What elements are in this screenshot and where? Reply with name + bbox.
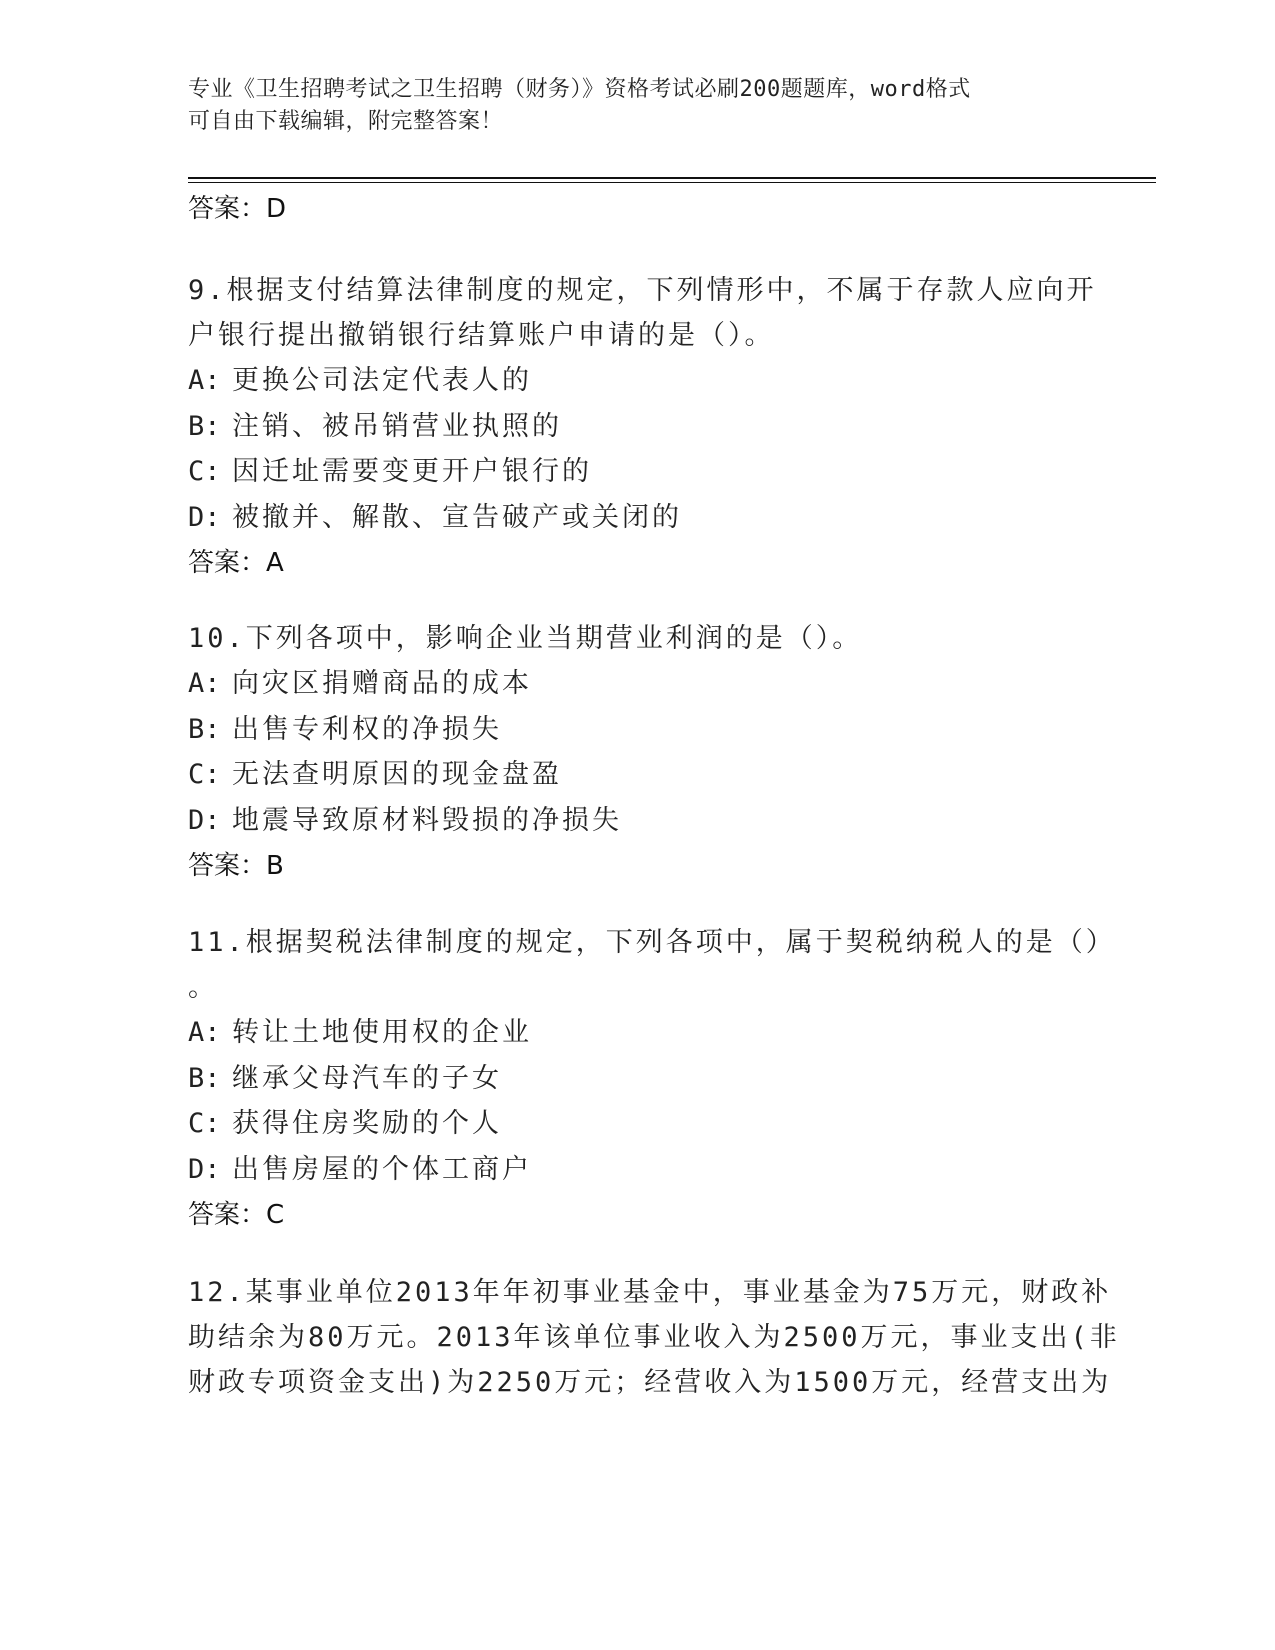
header-rule-thick	[188, 177, 1156, 179]
question-9-line-2: 户银行提出撤销银行结算账户申请的是（）。	[188, 320, 775, 351]
option-text: 无法查明原因的现金盘盈	[232, 759, 562, 790]
option-key: A:	[188, 1017, 221, 1048]
question-11	[188, 920, 1116, 1238]
question-9-option-a	[188, 358, 1088, 404]
option-key: C:	[188, 759, 221, 790]
option-text: 获得住房奖励的个人	[232, 1108, 502, 1139]
option-text: 出售房屋的个体工商户	[232, 1153, 532, 1185]
option-text: 继承父母汽车的子女	[232, 1062, 502, 1094]
question-10-line-1: 10.下列各项中，影响企业当期营业利润的是（）。	[188, 623, 863, 654]
option-key: C:	[188, 1108, 221, 1139]
question-12-line-1: 12.某事业单位2013年年初事业基金中，事业基金为75万元，财政补	[188, 1277, 1112, 1308]
document-header	[188, 74, 1068, 138]
option-key: A:	[188, 668, 221, 699]
option-text: 因迁址需要变更开户银行的	[232, 456, 592, 487]
option-text: 被撤并、解散、宣告破产或关闭的	[232, 501, 682, 533]
option-key: D:	[188, 804, 221, 836]
question-10-option-b	[188, 707, 1088, 753]
question-11-option-d	[188, 1147, 1088, 1193]
question-11-answer: 答案：C	[188, 1200, 285, 1230]
option-text: 向灾区捐赠商品的成本	[232, 668, 532, 699]
question-10-option-a	[188, 661, 1088, 707]
option-key: D:	[188, 1153, 221, 1185]
question-11-option-c	[188, 1101, 1088, 1147]
question-9-option-d	[188, 495, 1088, 541]
option-key: B:	[188, 410, 221, 442]
question-10	[188, 616, 1088, 889]
option-text: 转让土地使用权的企业	[232, 1017, 532, 1048]
option-key: C:	[188, 456, 221, 487]
header-rule-thin	[188, 182, 1156, 183]
question-11-option-b	[188, 1056, 1088, 1102]
option-text: 出售专利权的净损失	[232, 713, 502, 745]
question-12-line-3: 财政专项资金支出)为2250万元；经营收入为1500万元，经营支出为	[188, 1367, 1112, 1398]
option-key: B:	[188, 713, 221, 745]
question-9-answer: 答案：A	[188, 548, 284, 578]
question-12	[188, 1270, 1120, 1405]
question-11-option-a	[188, 1010, 1088, 1056]
question-10-option-d	[188, 798, 1088, 844]
option-key: A:	[188, 365, 221, 396]
question-10-option-c	[188, 752, 1088, 798]
question-9-option-c	[188, 449, 1088, 495]
question-10-answer: 答案：B	[188, 851, 284, 881]
question-9	[188, 268, 1097, 586]
question-9-option-b	[188, 404, 1088, 450]
option-text: 更换公司法定代表人的	[232, 365, 532, 396]
option-key: D:	[188, 501, 221, 533]
question-9-line-1: 9.根据支付结算法律制度的规定，下列情形中，不属于存款人应向开	[188, 275, 1097, 306]
question-12-line-2: 助结余为80万元。2013年该单位事业收入为2500万元，事业支出(非	[188, 1322, 1120, 1353]
header-line-1: 专业《卫生招聘考试之卫生招聘（财务）》资格考试必刷200题题库，word格式	[188, 77, 971, 102]
option-text: 注销、被吊销营业执照的	[232, 410, 562, 442]
option-text: 地震导致原材料毁损的净损失	[232, 804, 622, 836]
header-line-2: 可自由下载编辑，附完整答案！	[188, 109, 504, 134]
answer-previous: 答案：D	[188, 194, 287, 224]
question-11-line-2: 。	[188, 972, 218, 1003]
question-11-line-1: 11.根据契税法律制度的规定，下列各项中，属于契税纳税人的是（）	[188, 927, 1116, 958]
option-key: B:	[188, 1062, 221, 1094]
